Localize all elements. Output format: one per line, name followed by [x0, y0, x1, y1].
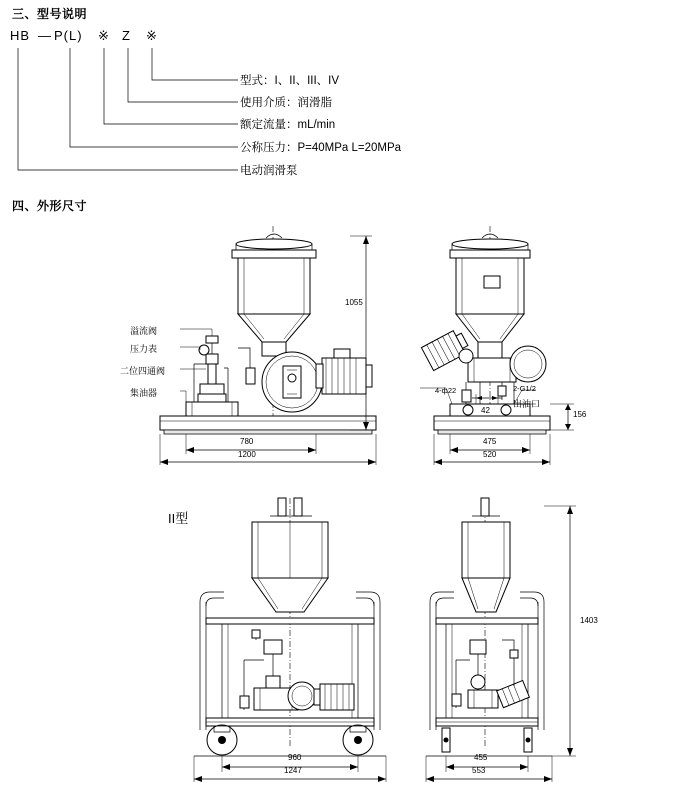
- dim-455: 455: [474, 753, 488, 762]
- legend-item-type: 型式：I、II、III、IV: [240, 75, 340, 87]
- dim-height-1055: 1055: [345, 298, 363, 307]
- type2-front-drawing: [170, 490, 410, 785]
- model-code-part-2: P(L): [54, 28, 83, 43]
- legend-item-pump: 电动润滑泵: [240, 165, 298, 177]
- model-code-part-5: ※: [146, 28, 158, 43]
- dim-156: 156: [573, 410, 587, 419]
- type2-side-drawing: [410, 490, 620, 785]
- model-description-title: 三、型号说明: [12, 7, 88, 21]
- dim-width-1200: 1200: [238, 450, 256, 459]
- callout-outlet: 出油口: [513, 399, 541, 409]
- legend-item-flow: 额定流量：mL/min: [240, 119, 336, 131]
- legend-item-medium: 使用介质：润滑脂: [240, 97, 332, 109]
- dim-1403: 1403: [580, 616, 598, 625]
- legend-item-pressure: 公称压力：P=40MPa L=20MPa: [240, 142, 402, 154]
- dim-42: 42: [481, 406, 490, 415]
- outline-dimension-title: 四、外形尺寸: [12, 199, 88, 213]
- dim-553: 553: [472, 766, 486, 775]
- model-code-part-0: HB: [10, 28, 31, 43]
- callout-holes-4x22: 4-ф22: [435, 386, 457, 395]
- model-code-leader-lines: [0, 44, 260, 189]
- front-view-drawing: [120, 218, 390, 468]
- model-code-part-4: Z: [122, 28, 131, 43]
- dim-1247: 1247: [284, 766, 302, 775]
- dim-475: 475: [483, 437, 497, 446]
- callout-relief-valve: 溢流阀: [130, 326, 158, 336]
- type-two-label: II型: [168, 511, 189, 526]
- model-code-part-1: —: [38, 28, 52, 43]
- dim-width-780: 780: [240, 437, 254, 446]
- dim-520: 520: [483, 450, 497, 459]
- callout-oil-collector: 集油器: [130, 388, 158, 398]
- model-code-part-3: ※: [98, 28, 110, 43]
- callout-pressure-gauge: 压力表: [130, 344, 158, 354]
- callout-thread-g12: 2-G1/2: [513, 384, 536, 393]
- side-view-drawing: [410, 218, 650, 468]
- dim-960: 960: [288, 753, 302, 762]
- callout-two-pos-valve: 二位四通阀: [120, 366, 166, 376]
